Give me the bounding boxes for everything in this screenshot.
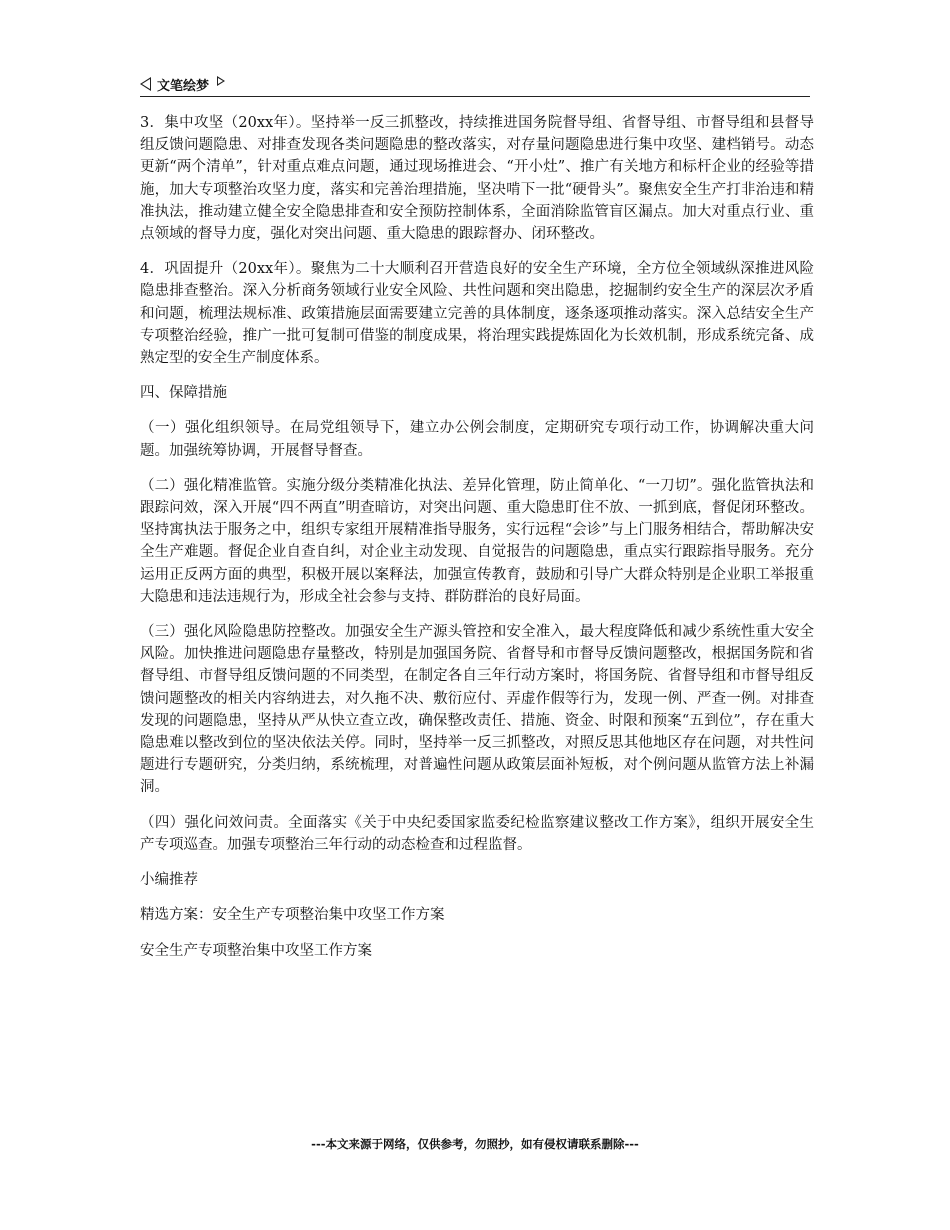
recommend-link-1[interactable]: 精选方案：安全生产专项整治集中攻坚工作方案 [140, 907, 445, 924]
page-header [140, 72, 810, 97]
document-body [140, 112, 814, 975]
page-footer: ---本文来源于网络，仅供参考，勿照抄，如有侵权请联系删除--- [311, 1137, 639, 1151]
paragraph-phase-4: 4．巩固提升（20xx年）。聚焦为二十大顺利召开营造良好的安全生产环境，全方位全领域纵深推进风险隐患排查整治。深入分析商务领域行业安全风险、共性问题和突出隐患，挖掘制约安全生产的深层次矛盾和问题，梳理法规标准、政策措施层面需要建立完善的具体制度，逐条逐项推动落实。深入总结安全生产专项整治经验，推广一批可复制可借鉴的制度成果，将治理实践提炼固化为长效机制，形成系统完备、成熟定型的安全生产制度体系。 [140, 261, 814, 367]
paragraph-phase-3: 3．集中攻坚（20xx年）。坚持举一反三抓整改，持续推进国务院督导组、省督导组、市督导组和县督导组反馈问题隐患、对排查发现各类问题隐患的整改落实，对存量问题隐患进行集中攻坚、建档销号。动态更新“两个清单”，针对重点难点问题，通过现场推进会、“开小灶”、推广有关地方和标杆企业的经验等措施，加大专项整治攻坚力度，落实和完善治理措施，坚决啃下一批“硬骨头”。聚焦安全生产打非治违和精准执法，推动建立健全安全隐患排查和安全预防控制体系，全面消除监管盲区漏点。加大对重点行业、重点领域的督导力度，强化对突出问题、重大隐患的跟踪督办、闭环整改。 [140, 115, 814, 243]
triangle-left-icon [140, 77, 151, 91]
recommend-link-2[interactable]: 安全生产专项整治集中攻坚工作方案 [140, 942, 372, 959]
recommend-heading: 小编推荐 [140, 872, 198, 889]
paragraph-safeguard-3: （三）强化风险隐患防控整改。加强安全生产源头管控和安全准入，最大程度降低和减少系统性重大安全风险。加快推进问题隐患存量整改，特别是加强国务院、省督导和市督导反馈问题整改，根据国务院和省督导组、市督导组反馈问题的不同类型，在制定各自三年行动方案时，将国务院、省督导组和市督导组反馈问题整改的相关内容纳进去，对久拖不决、敷衍应付、弄虚作假等行为，发现一例、严查一例。对排查发现的问题隐患，坚持从严从快立查立改，确保整改责任、措施、资金、时限和预案“五到位”，存在重大隐患难以整改到位的坚决依法关停。同时，坚持举一反三抓整改，对照反思其他地区存在问题，对共性问题进行专题研究，分类归纳，系统梳理，对普遍性问题从政策层面补短板，对个例问题从监管方法上补漏洞。 [140, 624, 814, 796]
triangle-right-icon [217, 76, 225, 86]
paragraph-safeguard-2: （二）强化精准监管。实施分级分类精准化执法、差异化管理，防止简单化、“一刀切”。强化监管执法和跟踪问效，深入开展“四不两直”明查暗访，对突出问题、重大隐患盯住不放、一抓到底，督促闭环整改。坚持寓执法于服务之中，组织专家组开展精准指导服务，实行远程“会诊”与上门服务相结合，帮助解决安全生产难题。督促企业自查自纠，对企业主动发现、自觉报告的问题隐患，重点实行跟踪指导服务。充分运用正反两方面的典型，积极开展以案释法，加强宣传教育，鼓励和引导广大群众特别是企业职工举报重大隐患和违法违规行为，形成全社会参与支持、群防群治的良好局面。 [140, 477, 814, 605]
paragraph-safeguard-1: （一）强化组织领导。在局党组领导下，建立办公例会制度，定期研究专项行动工作，协调解决重大问题。加强统筹协调，开展督导督查。 [140, 420, 814, 459]
section-heading-safeguards: 四、保障措施 [140, 385, 227, 402]
header-title: 文笔绘梦 [157, 78, 210, 94]
paragraph-safeguard-4: （四）强化问效问责。全面落实《关于中央纪委国家监委纪检监察建议整改工作方案》，组织开展安全生产专项巡查。加强专项整治三年行动的动态检查和过程监督。 [140, 814, 814, 853]
